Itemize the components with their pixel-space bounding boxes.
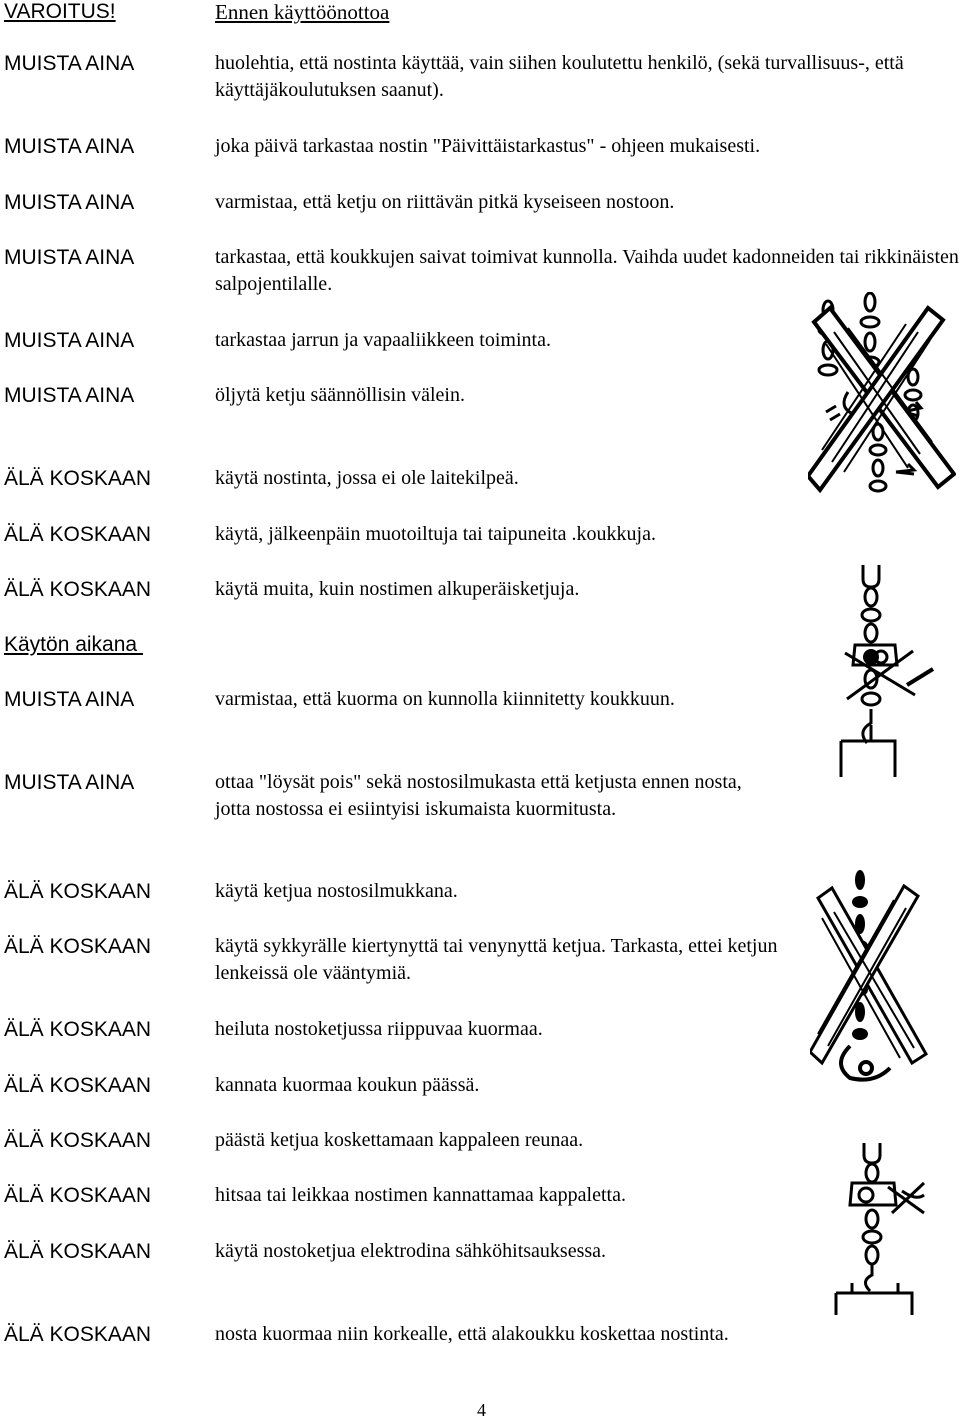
instruction-text: öljytä ketju säännöllisin välein.	[215, 384, 465, 406]
instruction-label: MUISTA AINA	[4, 246, 135, 269]
section-title-during-use: Käytön aikana	[4, 633, 143, 656]
instruction-label: MUISTA AINA	[4, 384, 135, 407]
instruction-text: kannata kuormaa koukun päässä.	[215, 1074, 480, 1096]
instruction-label: ÄLÄ KOSKAAN	[4, 578, 152, 601]
instruction-label: ÄLÄ KOSKAAN	[4, 1018, 152, 1041]
instruction-label: ÄLÄ KOSKAAN	[4, 1184, 152, 1207]
instruction-text: joka päivä tarkastaa nostin "Päivittäistarkastus" - ohjeen mukaisesti.	[215, 135, 761, 157]
instruction-label: MUISTA AINA	[4, 329, 135, 352]
instruction-text: varmistaa, että kuorma on kunnolla kiinnitetty koukkuun.	[215, 688, 675, 710]
page-number: 4	[477, 1400, 486, 1420]
instruction-text: huolehtia, että nostinta käyttää, vain siihen koulutettu henkilö, (sekä turvallisuus-, että käyttäjäkoulutuksen saanut).	[215, 52, 904, 101]
instruction-label: ÄLÄ KOSKAAN	[4, 1240, 152, 1263]
instruction-text: käytä nostinta, jossa ei ole laitekilpeä.	[215, 467, 519, 489]
instruction-text: käytä ketjua nostosilmukkana.	[215, 880, 458, 902]
instruction-text: käytä muita, kuin nostimen alkuperäisketjuja.	[215, 578, 580, 600]
instruction-label: ÄLÄ KOSKAAN	[4, 935, 152, 958]
instruction-text: tarkastaa jarrun ja vapaaliikkeen toiminta.	[215, 329, 551, 351]
section-title-before-use: Ennen käyttöönottoa	[215, 0, 390, 24]
instruction-label: ÄLÄ KOSKAAN	[4, 880, 152, 903]
instruction-text: päästä ketjua koskettamaan kappaleen reunaa.	[215, 1129, 584, 1151]
instruction-label: ÄLÄ KOSKAAN	[4, 467, 152, 490]
instruction-label: MUISTA AINA	[4, 771, 135, 794]
hook-lifting-load-illustration	[835, 565, 935, 777]
instruction-label: ÄLÄ KOSKAAN	[4, 1129, 152, 1152]
instruction-label: MUISTA AINA	[4, 191, 135, 214]
instruction-text: hitsaa tai leikkaa nostimen kannattamaa kappaletta.	[215, 1184, 626, 1206]
chain-edge-illustration	[828, 1143, 936, 1315]
instruction-text: varmistaa, että ketju on riittävän pitkä kyseiseen nostoon.	[215, 191, 675, 213]
crossed-twisted-chain-illustration	[810, 868, 935, 1083]
instruction-label: MUISTA AINA	[4, 135, 135, 158]
crossed-chain-illustration	[808, 292, 956, 502]
instruction-text: käytä nostoketjua elektrodina sähköhitsauksessa.	[215, 1240, 607, 1262]
instruction-label: ÄLÄ KOSKAAN	[4, 523, 152, 546]
warning-heading: VAROITUS!	[4, 0, 116, 23]
instruction-label: ÄLÄ KOSKAAN	[4, 1323, 152, 1346]
instruction-text: nosta kuormaa niin korkealle, että alakoukku koskettaa nostinta.	[215, 1323, 729, 1345]
instruction-text: ottaa "löysät pois" sekä nostosilmukasta että ketjusta ennen nosta, jotta nostossa ei esiintyisi iskumaista kuormitusta.	[215, 771, 742, 820]
instruction-text: heiluta nostoketjussa riippuvaa kuormaa.	[215, 1018, 543, 1040]
instruction-label: MUISTA AINA	[4, 688, 135, 711]
instruction-label: ÄLÄ KOSKAAN	[4, 1074, 152, 1097]
instruction-text: käytä sykkyrälle kiertynyttä tai venynyttä ketjua. Tarkasta, ettei ketjun lenkeissä ole vääntymiä.	[215, 935, 778, 984]
instruction-text: käytä, jälkeenpäin muotoiltuja tai taipuneita .koukkuja.	[215, 523, 656, 545]
instruction-label: MUISTA AINA	[4, 52, 135, 75]
instruction-text: tarkastaa, että koukkujen saivat toimivat kunnolla. Vaihda uudet kadonneiden tai rikkinäisten salpojentilalle.	[215, 246, 959, 295]
